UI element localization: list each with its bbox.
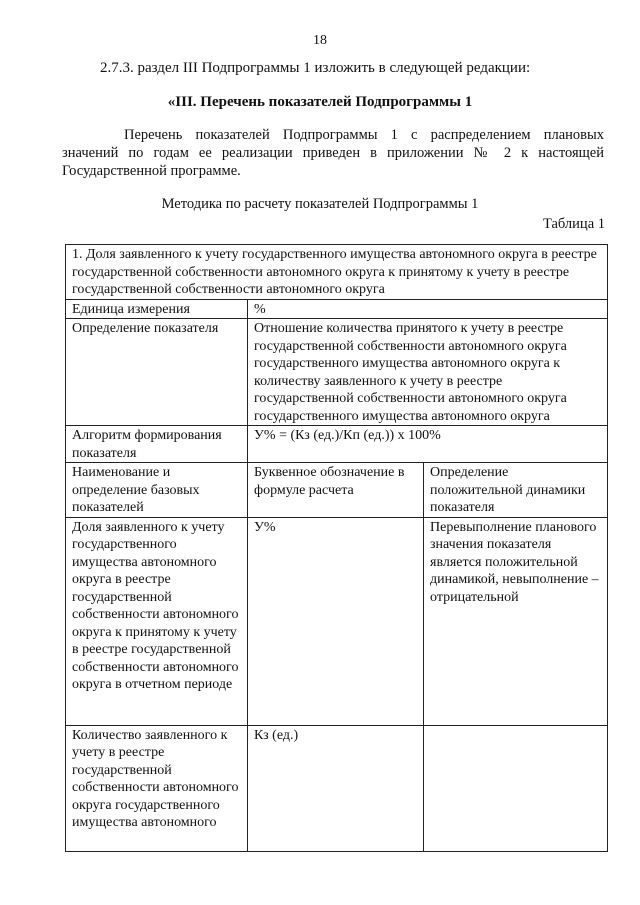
method-title: Методика по расчету показателей Подпрограммы 1 [161, 196, 479, 212]
dynamics-cell [424, 725, 608, 851]
definition-value-cell: Отношение количества принятого к учету в реестре государственной собственности автономного округа государственного имущества автономного округа к количеству заявленного к учету в реестре государственной собственности автономного округа государственного имущества автономного округа [248, 319, 608, 426]
letter-label-cell: Буквенное обозначение в формуле расчета [248, 463, 424, 518]
letter-cell: Кз (ед.) [248, 725, 424, 851]
indicator-header-cell: 1. Доля заявленного к учету государственного имущества автономного округа в реестре государственной собственности автономного округа к принятому к учету в реестре государственной собственности автономного округа [66, 245, 608, 300]
intro-paragraph: Перечень показателей Подпрограммы 1 с распределением плановых значений по годам ее реализации приведен в приложении № 2 к настоящей Государственной программе. [62, 127, 604, 179]
algorithm-label-cell: Алгоритм формирования показателя [66, 426, 248, 463]
table-row [66, 299, 608, 319]
table-row [66, 725, 608, 851]
definition-label-cell: Определение показателя [66, 319, 248, 426]
unit-label-cell: Единица измерения [66, 299, 248, 319]
letter-cell: У% [248, 517, 424, 725]
table-label: Таблица 1 [542, 216, 605, 232]
base-name-cell: Доля заявленного к учету государственного имущества автономного округа в реестре государственной собственности автономного округа к принятому к учету в реестре государственной собственности автономного округа в отчетном периоде [66, 517, 248, 725]
section-title: «III. Перечень показателей Подпрограммы 1 [167, 94, 473, 110]
intro-line: 2.7.3. раздел III Подпрограммы 1 изложить в следующей редакции: [100, 60, 531, 76]
table-row [66, 245, 608, 300]
dynamics-cell: Перевыполнение планового значения показателя является положительной динамикой, невыполнение – отрицательной [424, 517, 608, 725]
base-names-label-cell: Наименование и определение базовых показателей [66, 463, 248, 518]
unit-value-cell: % [248, 299, 608, 319]
table-row [66, 463, 608, 518]
base-name-cell: Количество заявленного к учету в реестре государственной собственности автономного округа государственного имущества автономного [66, 725, 248, 851]
indicator-table [65, 244, 608, 852]
algorithm-value-cell: У% = (Кз (ед.)/Кп (ед.)) х 100% [248, 426, 608, 463]
table-row [66, 426, 608, 463]
page-number: 18 [313, 33, 327, 48]
positive-label-cell: Определение положительной динамики показателя [424, 463, 608, 518]
table-row [66, 319, 608, 426]
table-row [66, 517, 608, 725]
